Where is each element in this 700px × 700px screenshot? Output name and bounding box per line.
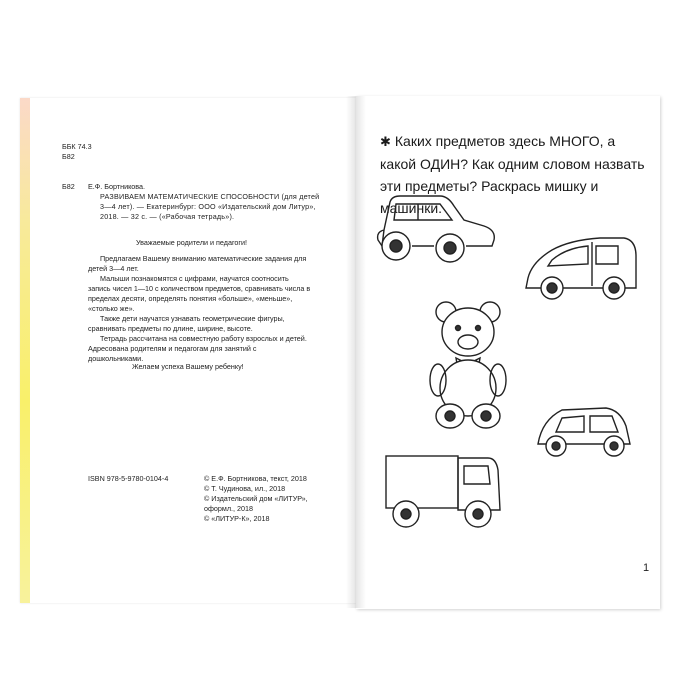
copyright-line: © Е.Ф. Бортникова, текст, 2018 [204,474,307,483]
task-line2: ОДИН? Как одним словом назвать эти предметы? Раскрась мишку и машинки. [380,156,645,216]
book-title-line2: 2018. — 32 с. — («Рабочая тетрадь»). [100,212,235,221]
cover-edge-strip [20,98,30,603]
isbn: ISBN 978-5-9780-0104-4 [88,474,169,483]
bbk-code: ББК 74.3 [62,142,92,151]
copyright-line: © Издательский дом «ЛИТУР», оформл., 2018 [204,494,308,513]
paragraph-1: Предлагаем Вашему вниманию математические задания для детей 3—4 лет. [88,254,307,273]
book-title [100,192,320,222]
copyright-line: © Т. Чудинова, ил., 2018 [204,484,286,493]
bbk-author-code: Б82 [62,152,75,161]
author-name: Е.Ф. Бортникова. [88,182,146,191]
copyright-block [204,474,328,524]
paragraph-2: Малыши познакомятся с цифрами, научатся соотносить запись чисел 1—10 с количеством предметов, сравнивать числа в пределах десяти, определять понятия «больше», «меньше», «столько же». [88,274,311,313]
paragraph-3: Также дети научатся узнавать геометрические фигуры, сравнивать предметы по длине, ширине, высоте. [88,314,285,333]
greeting: Уважаемые родители и педагоги! [136,238,248,247]
wish-text: Желаем успеха Вашему ребенку! [132,362,244,371]
coloring-illustrations [356,180,660,560]
author-index: Б82 [62,182,75,191]
truck-icon [386,456,500,527]
page-number: 1 [643,562,650,574]
star-icon: ✱ [380,134,391,149]
book-title-line1: РАЗВИВАЕМ МАТЕМАТИЧЕСКИЕ СПОСОБНОСТИ (для детей 3—4 лет). — Екатеринбург: ООО «Издательский дом Литур», [100,192,320,211]
small-car-icon [538,408,630,456]
car-icon [378,196,495,262]
minivan-icon [526,238,636,299]
task-line1: Каких предметов здесь МНОГО, а какой [380,133,616,172]
paragraph-4: Тетрадь рассчитана на совместную работу взрослых и детей. Адресована родителям и педагогам для занятий с дошкольниками. [88,334,307,363]
teddy-bear-icon [430,302,506,428]
copyright-line: © «ЛИТУР-К», 2018 [204,514,270,523]
